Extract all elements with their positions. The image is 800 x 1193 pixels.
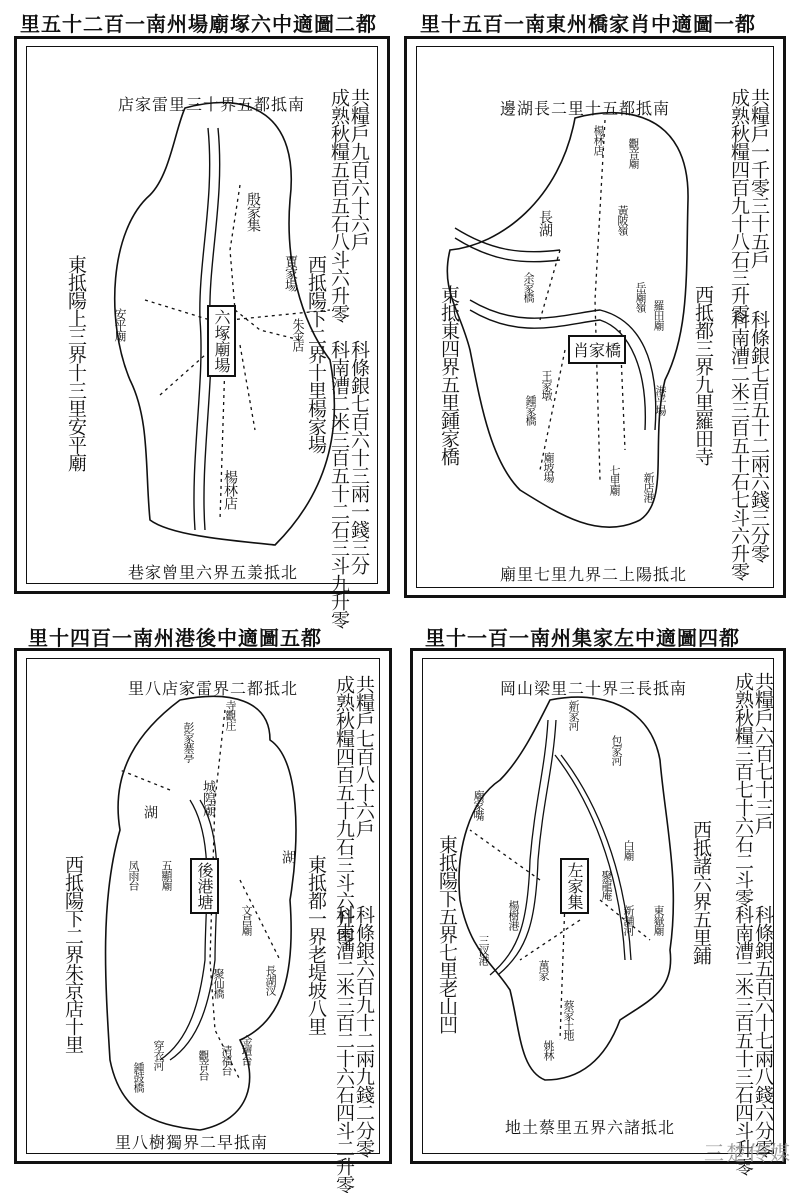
place-label: 觀音台 [197,1050,210,1080]
place-label: 楊林店 [222,470,238,509]
stats-silver-tax: 科條銀五百六十七兩八錢六分零 [751,905,774,1157]
stats-autumn-grain: 成熟秋糧四百五十九石三斗六升零 [332,675,355,945]
place-label: 黃陂嶺 [616,205,629,235]
east-border-text: 西抵諸六界五里鋪 [689,820,712,964]
place-label: 新家河 [567,700,580,730]
stats-silver-tax: 科條銀六百九十二兩九錢二分零 [352,905,375,1157]
place-label: 湖 [280,850,296,863]
plate-header: 都一圖適中肖家橋州東南一百五十里 [420,12,756,36]
center-town-label: 六塚廟場 [207,305,236,377]
place-label: 觀音廟 [627,138,640,168]
stats-tribute-rice: 科南漕二米三百五十石七斗六升零 [727,310,750,580]
place-label: 穿衣河 [152,1040,165,1070]
place-label: 殷家集 [245,192,261,231]
east-border-text: 西抵都三界九里羅田寺 [691,285,714,465]
place-label: 清福台 [220,1045,233,1075]
place-label: 鍾鼓橋 [132,1062,145,1092]
place-label: 余家橋 [522,272,535,302]
place-label: 萬家 [537,960,550,980]
place-label: 金壇台 [240,1035,253,1065]
center-town-label: 肖家橋 [568,335,626,364]
place-label: 彭家寨亭 [182,722,195,762]
west-border-text: 西抵陽下二界朱京店十里 [61,855,84,1053]
place-label: 廟家嘴 [472,790,485,820]
stats-silver-tax: 科條銀七百六十三兩一錢三分 [347,340,370,574]
plate-header: 都四圖適中左家集州南一百一十里 [425,626,740,650]
place-label: 長湖 [537,210,553,236]
place-label: 長湖汊 [264,965,277,995]
stats-tribute-rice: 科南漕二米三百五十三石四斗升零 [731,905,754,1175]
place-label: 七里廟 [608,465,621,495]
stats-households: 共糧戶七百八十六戶 [352,675,375,837]
place-label: 朱金店 [291,318,305,351]
place-label: 賈家場 [282,255,297,291]
place-label: 岳廟嶺 [634,282,647,312]
place-label: 新店港 [642,472,655,502]
stats-autumn-grain: 成熟秋糧五百五石八斗六升零 [327,88,350,322]
place-label: 安平廟 [113,308,127,341]
place-label: 東嶽廟 [652,905,665,935]
center-town-label: 左家集 [560,858,589,914]
place-label: 湖 [142,805,158,818]
south-border-text: 南抵早二界獨樹八里 [115,1133,269,1152]
center-town-label: 後港塘 [190,858,219,914]
place-label: 聚龍庵 [600,870,613,900]
place-label: 蔡家土地 [562,1000,575,1040]
place-label: 聚仙橋 [212,968,225,998]
plate-header: 都二圖適中六塚廟場州南一百二十五里 [20,12,377,36]
place-label: 楊樹港 [507,900,520,930]
place-label: 五顯廟 [160,860,173,890]
stats-tribute-rice: 科南漕二米三百二十六石四斗二升零 [332,905,355,1193]
south-border-text: 北抵羕五界六里曾家巷 [128,563,299,582]
stats-households: 共糧戶六百七十三戶 [751,672,774,834]
stats-households: 共糧戶一千零三十五戶 [747,88,770,268]
place-label: 廟坡場 [542,452,555,482]
place-label: 新舖河 [622,905,635,935]
place-label: 羅田廟 [652,300,665,330]
east-border-text: 西抵陽下二界十里楊家場 [304,255,327,453]
north-border-text: 南抵都五界十三里雷家店 [118,95,306,114]
place-label: 港平場 [654,385,667,415]
place-label: 三汊港 [477,935,490,965]
place-label: 鍾家橋 [524,395,537,425]
place-label: 城隍廟 [200,780,215,816]
place-label: 文昌廟 [240,905,253,935]
stats-silver-tax: 科條銀七百五十二兩六錢三分零 [747,310,770,562]
west-border-text: 東抵陽下五界七里老山凹 [435,835,458,1033]
south-border-text: 北抵陽上二界九里七里廟 [500,565,688,584]
north-border-text: 北抵都二界雷家店八里 [128,679,299,698]
place-label: 凤雨台 [127,860,140,890]
stats-autumn-grain: 成熟秋糧三百七十六石二斗零 [731,672,754,906]
north-border-text: 南抵長三界十二里梁山岡 [500,679,688,698]
stats-households: 共糧戶九百六十六戶 [347,88,370,250]
west-border-text: 東抵東四界五里鍾家橋 [437,285,460,465]
east-border-text: 東抵都一界老堤坡八里 [304,855,327,1035]
place-label: 包家河 [610,735,623,765]
stats-tribute-rice: 科南漕二米三百五十二石三斗九升零 [327,340,350,628]
plate-header: 都五圖適中後港州南一百四十里 [28,626,322,650]
place-label: 姚林 [542,1040,555,1060]
place-label: 楊林店 [592,125,605,155]
south-border-text: 北抵諸六界五里蔡土地 [505,1118,676,1137]
place-label: 寺觀庄 [224,700,237,730]
stats-autumn-grain: 成熟秋糧四百九十八石三升零 [727,88,750,322]
place-label: 王家墩 [540,370,553,400]
place-label: 白廟 [622,840,635,860]
west-border-text: 東抵陽上三界十三里安平廟 [64,255,87,471]
north-border-text: 南抵都五十里二長湖邊 [500,99,671,118]
watermark: 三楚传媒 [704,1141,792,1165]
